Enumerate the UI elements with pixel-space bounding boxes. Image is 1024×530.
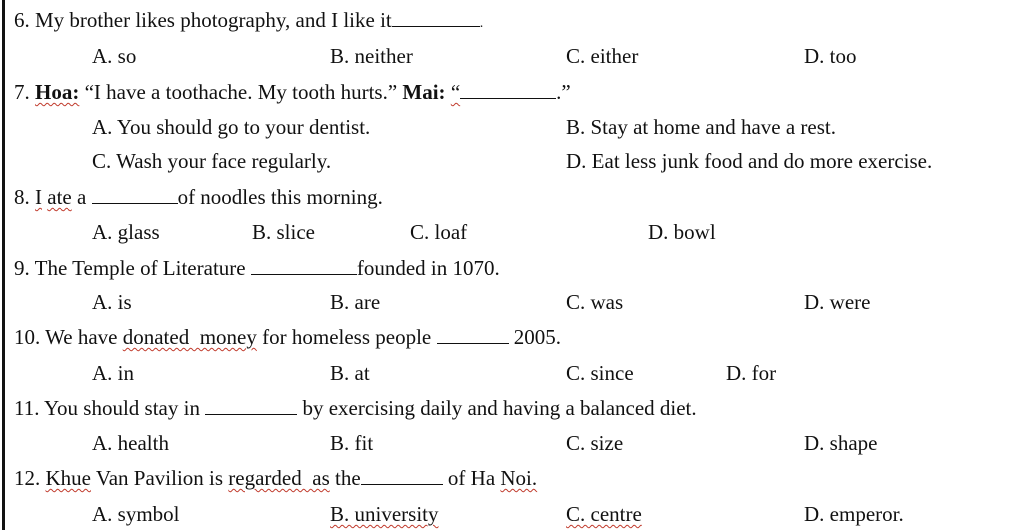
question-text: The Temple of Literature (34, 256, 246, 280)
option-b[interactable]: B. Stay at home and have a rest. (566, 115, 837, 139)
option-a[interactable]: A. symbol (92, 502, 180, 526)
question-number: 9. (14, 256, 30, 280)
option-b[interactable]: B. university (330, 502, 439, 526)
answer-blank[interactable] (392, 8, 480, 27)
question-text: “I have a toothache. My tooth hurts.” (84, 80, 398, 104)
question-6: 6. My brother likes photography, and I like it . (14, 8, 484, 32)
option-c[interactable]: C. was (566, 290, 624, 314)
question-9: 9. The Temple of Literature founded in 1070. (14, 256, 500, 280)
question-7: 7. Hoa: “I have a toothache. My tooth hurts.” Mai: “ .” (14, 80, 571, 104)
question-text: My brother likes photography, and I like it (35, 8, 392, 32)
speaker-mai: Mai: (402, 80, 446, 104)
option-d[interactable]: D. shape (804, 431, 878, 455)
option-d[interactable]: D. were (804, 290, 871, 314)
option-a[interactable]: A. in (92, 361, 134, 385)
answer-blank[interactable] (205, 396, 297, 415)
option-c[interactable]: C. size (566, 431, 624, 455)
answer-blank[interactable] (460, 80, 556, 99)
question-number: 8. (14, 185, 30, 209)
answer-blank[interactable] (251, 256, 357, 275)
option-d[interactable]: D. too (804, 44, 857, 68)
answer-blank[interactable] (92, 185, 178, 204)
question-text: for homeless people (262, 325, 432, 349)
question-text: You should stay in (43, 396, 200, 420)
option-d[interactable]: D. emperor. (804, 502, 904, 526)
option-c[interactable]: C. since (566, 361, 634, 385)
answer-blank[interactable] (437, 325, 509, 344)
question-text: of noodles this morning. (177, 185, 383, 209)
option-c[interactable]: C. Wash your face regularly. (92, 149, 332, 173)
option-a[interactable]: A. You should go to your dentist. (92, 115, 371, 139)
question-number: 6. (14, 8, 30, 32)
question-text: Van Pavilion is (95, 466, 224, 490)
option-d[interactable]: D. Eat less junk food and do more exercise. (566, 149, 933, 173)
question-number: 11. (14, 396, 40, 420)
option-c[interactable]: C. loaf (410, 220, 468, 244)
question-8: 8. I ate a of noodles this morning. (14, 185, 383, 209)
option-d[interactable]: D. for (726, 361, 777, 385)
option-a[interactable]: A. is (92, 290, 132, 314)
speaker-hoa: Hoa: (35, 80, 80, 104)
option-b[interactable]: B. slice (252, 220, 315, 244)
option-a[interactable]: A. health (92, 431, 169, 455)
question-10: 10. We have donated money for homeless people 2005. (14, 325, 561, 349)
option-b[interactable]: B. are (330, 290, 381, 314)
option-c[interactable]: C. centre (566, 502, 642, 526)
option-a[interactable]: A. so (92, 44, 137, 68)
question-number: 10. (14, 325, 41, 349)
question-11: 11. You should stay in by exercising daily and having a balanced diet. (14, 396, 697, 420)
option-d[interactable]: D. bowl (648, 220, 716, 244)
answer-blank[interactable] (361, 466, 443, 485)
question-number: 12. (14, 466, 41, 490)
option-b[interactable]: B. fit (330, 431, 374, 455)
option-c[interactable]: C. either (566, 44, 639, 68)
option-a[interactable]: A. glass (92, 220, 160, 244)
left-margin-rule (2, 0, 5, 530)
option-b[interactable]: B. neither (330, 44, 413, 68)
question-12: 12. Khue Van Pavilion is regarded as the of Ha Noi. (14, 466, 538, 490)
option-b[interactable]: B. at (330, 361, 370, 385)
question-number: 7. (14, 80, 30, 104)
